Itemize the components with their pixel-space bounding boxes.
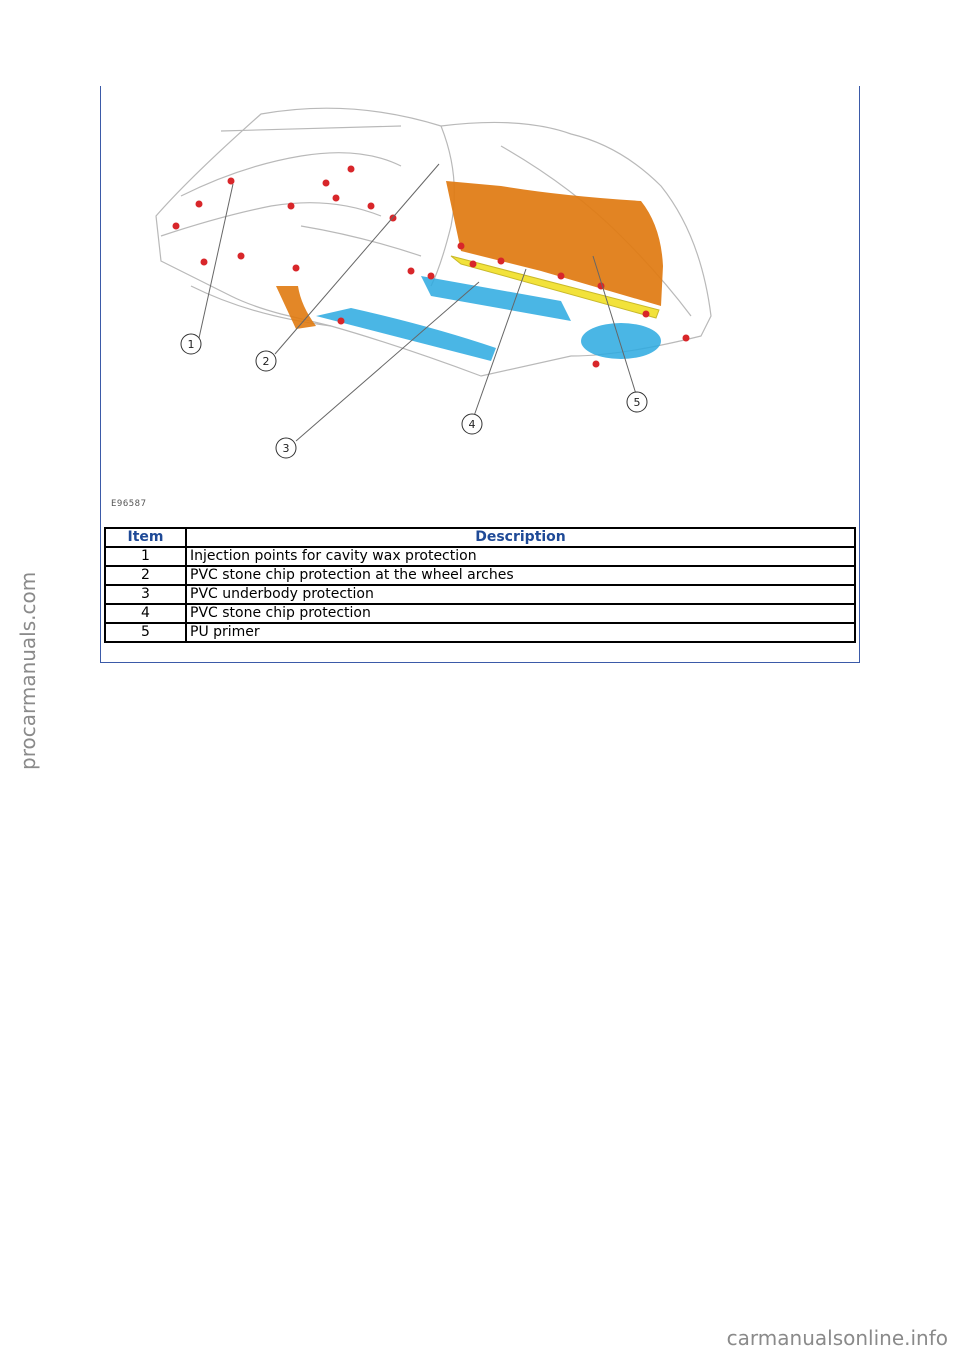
row-item: 1 bbox=[105, 547, 186, 566]
figure-frame bbox=[100, 86, 860, 663]
watermark-bottom: carmanualsonline.info bbox=[726, 1326, 948, 1350]
row-item: 2 bbox=[105, 566, 186, 585]
table-row bbox=[105, 547, 855, 566]
table-row bbox=[105, 585, 855, 604]
callout-4: 4 bbox=[468, 418, 476, 431]
header-description: Description bbox=[186, 528, 855, 547]
table-row bbox=[105, 604, 855, 623]
callout-5: 5 bbox=[633, 396, 641, 409]
pvc-underbody-front bbox=[316, 308, 496, 361]
row-description: PVC stone chip protection bbox=[186, 604, 855, 623]
table-row bbox=[105, 623, 855, 642]
row-item: 5 bbox=[105, 623, 186, 642]
leader-line-3 bbox=[296, 282, 479, 441]
row-description: PU primer bbox=[186, 623, 855, 642]
callout-1: 1 bbox=[187, 338, 195, 351]
row-description: Injection points for cavity wax protection bbox=[186, 547, 855, 566]
table-header-row bbox=[105, 528, 855, 547]
row-description: PVC stone chip protection at the wheel arches bbox=[186, 566, 855, 585]
figure-id-label: E96587 bbox=[111, 499, 147, 509]
header-item: Item bbox=[105, 528, 186, 547]
row-item: 3 bbox=[105, 585, 186, 604]
pu-primer-wheel-arch bbox=[276, 286, 316, 329]
item-description-table bbox=[104, 527, 856, 643]
table-row bbox=[105, 566, 855, 585]
pvc-underbody-spare-well bbox=[581, 323, 661, 359]
row-description: PVC underbody protection bbox=[186, 585, 855, 604]
callout-2: 2 bbox=[262, 355, 270, 368]
callout-3: 3 bbox=[282, 442, 290, 455]
vehicle-body-illustration bbox=[101, 86, 859, 516]
watermark-left: procarmanuals.com bbox=[16, 571, 40, 770]
row-item: 4 bbox=[105, 604, 186, 623]
